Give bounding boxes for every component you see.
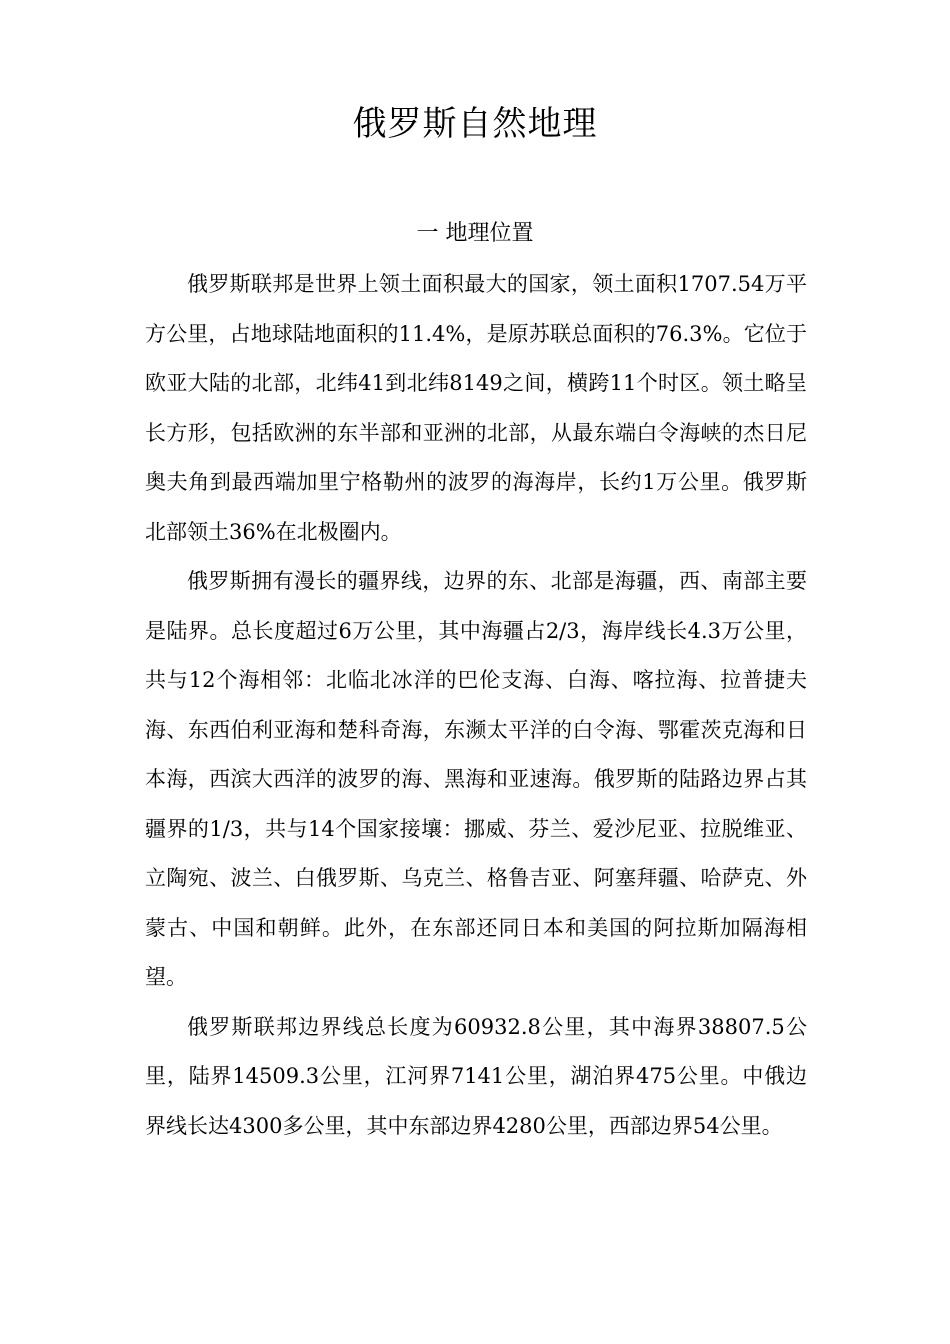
section-body <box>145 260 807 1151</box>
paragraph: 俄罗斯联邦是世界上领土面积最大的国家，领土面积1707.54万平方公里，占地球陆地面积的11.4%，是原苏联总面积的76.3%。它位于欧亚大陆的北部，北纬41到北纬8149之间，横跨11个时区。领土略呈长方形，包括欧洲的东半部和亚洲的北部，从最东端白令海峡的杰日尼奥夫角到最西端加里宁格勒州的波罗的海海岸，长约1万公里。俄罗斯北部领土36%在北极圈内。 <box>145 272 807 544</box>
document-title: 俄罗斯自然地理 <box>352 104 598 144</box>
section-heading: 一 地理位置 <box>416 221 534 246</box>
paragraph: 俄罗斯拥有漫长的疆界线，边界的东、北部是海疆，西、南部主要是陆界。总长度超过6万公里，其中海疆占2/3，海岸线长4.3万公里，共与12个海相邻：北临北冰洋的巴伦支海、白海、喀拉海、拉普捷夫海、东西伯利亚海和楚科奇海，东濒太平洋的白令海、鄂霍茨克海和日本海，西滨大西洋的波罗的海、黑海和亚速海。俄罗斯的陆路边界占其疆界的1/3，共与14个国家接壤：挪威、芬兰、爱沙尼亚、拉脱维亚、立陶宛、波兰、白俄罗斯、乌克兰、格鲁吉亚、阿塞拜疆、哈萨克、外蒙古、中国和朝鲜。此外，在东部还同日本和美国的阿拉斯加隔海相望。 <box>145 569 807 989</box>
paragraph: 俄罗斯联邦边界线总长度为60932.8公里，其中海界38807.5公里，陆界14509.3公里，江河界7141公里，湖泊界475公里。中俄边界线长达4300多公里，其中东部边界4280公里，西部边界54公里。 <box>145 1014 807 1138</box>
